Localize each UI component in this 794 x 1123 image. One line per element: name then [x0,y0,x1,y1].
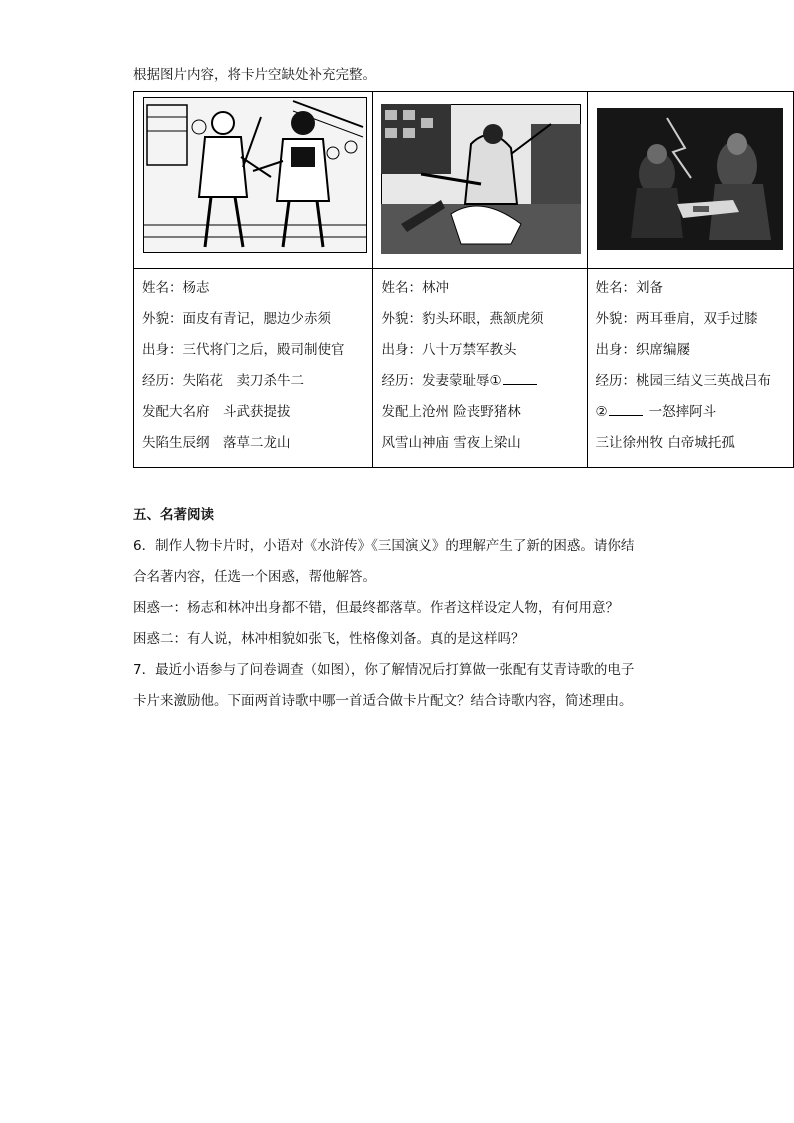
card-experience-cont: 风雪山神庙 雪夜上梁山 [381,435,521,451]
card-text-liubei [587,269,793,468]
card-text-yangzhi [134,269,373,468]
section-title: 五、名著阅读 [133,507,214,523]
question-6-line-2: 合名著内容，任选一个困惑，帮他解答。 [133,569,376,585]
card-name: 姓名：刘备 [595,280,664,296]
card-origin: 出身：织席编屦 [595,342,691,358]
card-origin: 出身：八十万禁军教头 [381,342,517,358]
instruction-text: 根据图片内容，将卡片空缺处补充完整。 [133,67,376,83]
dark-scene-figures-at-table-icon [597,108,783,250]
card-experience-cont: 三让徐州牧 白帝城托孤 [595,435,735,451]
question-7-line-2: 卡片来激励他。下面两首诗歌中哪一首适合做卡片配文？结合诗歌内容，简述理由。 [133,693,633,709]
card-experience: 经历：失陷花 卖刀杀牛二 [142,373,304,389]
card-appearance: 外貌：两耳垂肩，双手过膝 [595,311,758,327]
character-cards-table [133,91,794,468]
card-experience: 经历：桃园三结义三英战吕布 [595,373,772,389]
card-appearance: 外貌：豹头环眼，燕颔虎须 [381,311,544,327]
card-experience-text: 经历：发妻蒙耻辱① [381,373,502,389]
card-experience-cont: 发配大名府 斗武获提拔 [142,404,291,420]
card-image-cell-linchong [373,92,587,269]
card-name: 姓名：杨志 [142,280,210,296]
confusion-2: 困惑二：有人说，林冲相貌如张飞，性格像刘备。真的是这样吗？ [133,631,525,647]
card-experience-cont: 发配上沧州 险丧野猪林 [381,404,521,420]
card-text-linchong [373,269,587,468]
card-experience [373,366,586,397]
woodcut-two-warriors-dueling-icon [143,97,367,253]
card-experience-text: 一怒摔阿斗 [648,404,717,420]
woodcut-warrior-fighting-icon [381,104,581,254]
card-name: 姓名：林冲 [381,280,449,296]
question-7-line-1: 7．最近小语参与了问卷调查（如图），你了解情况后打算做一张配有艾青诗歌的电子 [133,662,635,678]
question-6-line-1: 6．制作人物卡片时，小语对《水浒传》《三国演义》的理解产生了新的困惑。请你结 [133,538,635,554]
card-image-cell-yangzhi [134,92,373,269]
card-experience-cont: 失陷生辰纲 落草二龙山 [142,435,291,451]
blank-marker: ② [595,404,608,420]
card-experience-cont [588,397,793,428]
card-appearance: 外貌：面皮有青记，腮边少赤须 [142,311,331,327]
confusion-1: 困惑一：杨志和林冲出身都不错，但最终都落草。作者这样设定人物，有何用意？ [133,600,619,616]
fill-blank-2[interactable] [609,403,643,416]
fill-blank-1[interactable] [503,372,537,385]
card-origin: 出身：三代将门之后，殿司制使官 [142,342,345,358]
card-image-cell-liubei [587,92,793,269]
